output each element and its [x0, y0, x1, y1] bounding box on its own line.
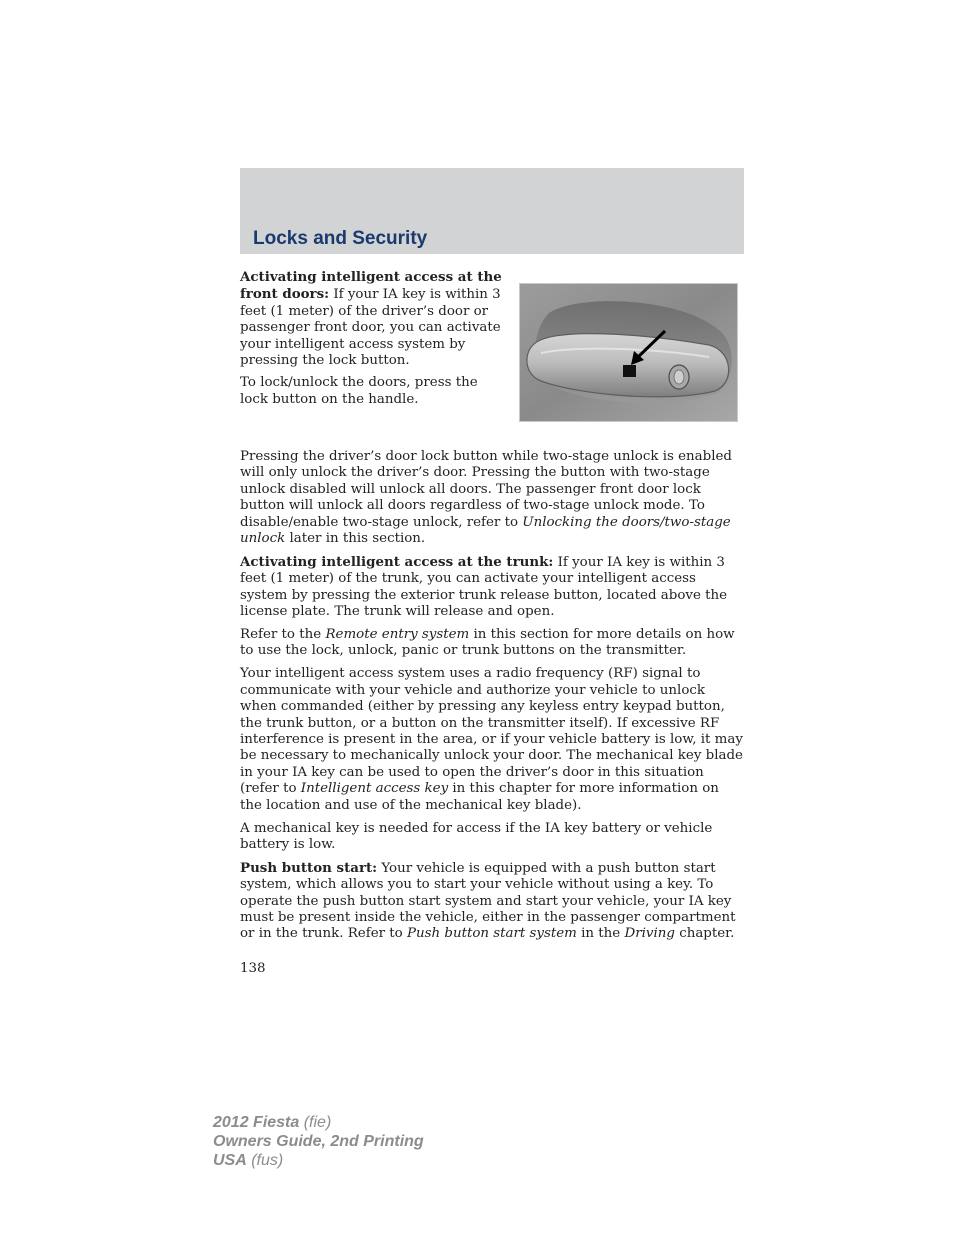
p8-reference-2: Driving: [624, 926, 675, 942]
footer-line-2: Owners Guide, 2nd Printing: [213, 1133, 424, 1150]
intro-text: If your IA key is within 3 feet (1 meter) of the driver’s door or passenger front door, you can activate your intelligent access system by pressing the lock button.: [240, 287, 501, 369]
p8-text-end: chapter.: [674, 926, 735, 942]
paragraph-rf-signal: [240, 666, 744, 814]
paragraph-push-button-start: [240, 860, 744, 943]
footer-market-code: (fus): [246, 1152, 284, 1169]
main-text: [240, 449, 744, 949]
document-footer: [213, 1113, 424, 1170]
p8-reference-1: Push button start system: [406, 926, 577, 942]
footer-line-3: [213, 1151, 424, 1170]
page-number: 138: [240, 961, 266, 976]
p5-text: Refer to the: [240, 627, 326, 643]
p4-heading: Activating intelligent access at the trunk:: [240, 553, 554, 570]
p3-text-end: later in this section.: [285, 531, 426, 547]
paragraph-trunk: [240, 554, 744, 621]
paragraph-mechanical-key: A mechanical key is needed for access if the IA key battery or vehicle battery is low.: [240, 820, 713, 852]
section-title: Locks and Security: [253, 228, 428, 249]
lock-button-marker: [623, 365, 636, 377]
footer-model: 2012 Fiesta: [213, 1114, 300, 1131]
p4-text: If your IA key is within 3 feet (1 meter) of the trunk, you can activate your intelligent access system by pressing the exterior trunk release button, located above the license plate. The trunk will release and open.: [240, 554, 728, 620]
p6-text: Your intelligent access system uses a radio frequency (RF) signal to communicate with your vehicle and authorize your vehicle to unlock when commanded (either by pressing any keyless entry keypad button, the trunk button, or a button on the transmitter itself). If excessive RF interference is present in the area, or if your vehicle battery is low, it may be necessary to mechanically unlock your door. The mechanical key blade in your IA key can be used to open the driver’s door in this situation (refer to: [240, 666, 743, 797]
door-handle-illustration: [519, 283, 738, 422]
section-header-band: [240, 168, 744, 254]
p3-reference: Unlocking the doors/two-stage unlock: [240, 514, 731, 547]
p5-reference: Remote entry system: [325, 627, 470, 643]
intro-column: [240, 269, 502, 414]
p8-heading: Push button start:: [240, 859, 378, 876]
p8-text: Your vehicle is equipped with a push button start system, which allows you to start your vehicle without using a key. To operate the push button start system and start your vehicle, your IA key must be present inside the vehicle, either in the passenger compartment or in the trunk. Refer to: [240, 860, 736, 942]
intro-paragraph-front-doors: [240, 269, 502, 369]
p8-text-mid: in the: [576, 926, 625, 942]
paragraph-remote-entry: [240, 627, 744, 660]
p6-text-end: in this chapter for more information on the location and use of the mechanical key blade).: [240, 781, 719, 813]
footer-market: USA: [213, 1152, 247, 1169]
paragraph-two-stage-unlock: [240, 449, 744, 547]
p6-reference: Intelligent access key: [300, 781, 449, 797]
p3-text: Pressing the driver’s door lock button while two-stage unlock is enabled will only unlock the driver’s door. Pressing the button with two-stage unlock disabled will unlock all doors. The passenger front door lock button will unlock all doors regardless of two-stage unlock mode. To disable/enable two-stage unlock, refer to: [240, 449, 733, 530]
footer-model-code: (fie): [299, 1114, 332, 1131]
intro-paragraph-lock-unlock: To lock/unlock the doors, press the lock button on the handle.: [240, 375, 478, 407]
p5-text-end: in this section for more details on how to use the lock, unlock, panic or trunk buttons on the transmitter.: [240, 627, 735, 659]
intro-heading: Activating intelligent access at the front doors:: [240, 269, 502, 303]
footer-line-1: [213, 1113, 424, 1132]
